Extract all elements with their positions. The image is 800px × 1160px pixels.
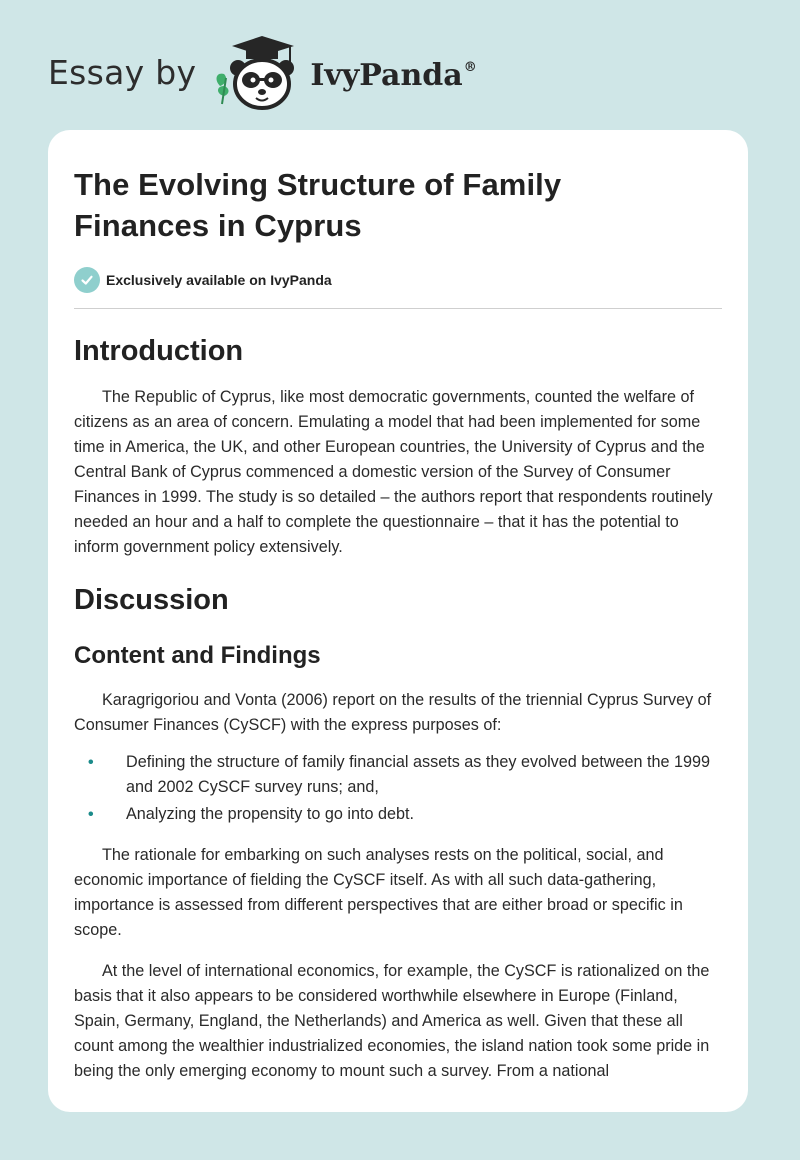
list-item bbox=[74, 750, 722, 800]
list-item bbox=[74, 802, 722, 827]
exclusive-label: Exclusively available on IvyPanda bbox=[106, 272, 332, 288]
brand-name-text: IvyPanda bbox=[310, 57, 463, 93]
content-paragraph-3: At the level of international economics, for example, the CySCF is rationalized on the basis that it also appears to be considered worthwhile elsewhere in Europe (Finland, Spain, Germany, England, the Netherlands) and America as well. Given that these all count among the wealthier industrialized economies, the island nation took some pride in being the only emerging economy to mount such a survey. From a national bbox=[74, 962, 710, 1080]
registered-mark: ® bbox=[463, 59, 477, 75]
brand-header bbox=[48, 34, 477, 114]
article-card bbox=[48, 130, 748, 1112]
content-paragraph-2: The rationale for embarking on such analyses rests on the political, social, and economic importance of fielding the CySCF itself. As with all such data-gathering, importance is assessed from different perspectives that are either broad or specific in scope. bbox=[74, 846, 683, 939]
list-item-text: Analyzing the propensity to go into debt. bbox=[126, 805, 414, 823]
content-findings-heading: Content and Findings bbox=[74, 642, 321, 669]
discussion-heading: Discussion bbox=[74, 584, 229, 616]
bullet-icon: • bbox=[88, 806, 94, 823]
checkmark-icon bbox=[74, 267, 100, 293]
brand-name bbox=[310, 58, 476, 93]
content-paragraph-1: Karagrigoriou and Vonta (2006) report on the results of the triennial Cyprus Survey of Consumer Finances (CySCF) with the express purposes of: bbox=[74, 691, 712, 734]
introduction-heading: Introduction bbox=[74, 335, 244, 367]
brand-prefix: Essay by bbox=[48, 52, 197, 92]
bullet-icon: • bbox=[88, 754, 94, 771]
panda-graduate-icon bbox=[210, 34, 306, 114]
divider bbox=[74, 308, 722, 309]
purposes-list bbox=[74, 750, 722, 827]
exclusive-badge bbox=[74, 266, 722, 294]
introduction-paragraph: The Republic of Cyprus, like most democratic governments, counted the welfare of citizens as an area of concern. Emulating a model that had been implemented for some time in America, the UK, and other European countries, the University of Cyprus and the Central Bank of Cyprus commenced a domestic version of the Survey of Consumer Finances in 1999. The study is so detailed – the authors report that respondents routinely needed an hour and a half to complete the questionnaire – that it has the potential to inform government policy extensively. bbox=[74, 388, 713, 556]
article-title: The Evolving Structure of Family Finances in Cyprus bbox=[74, 167, 562, 243]
list-item-text: Defining the structure of family financial assets as they evolved between the 1999 and 2002 CySCF survey runs; and, bbox=[126, 753, 710, 796]
